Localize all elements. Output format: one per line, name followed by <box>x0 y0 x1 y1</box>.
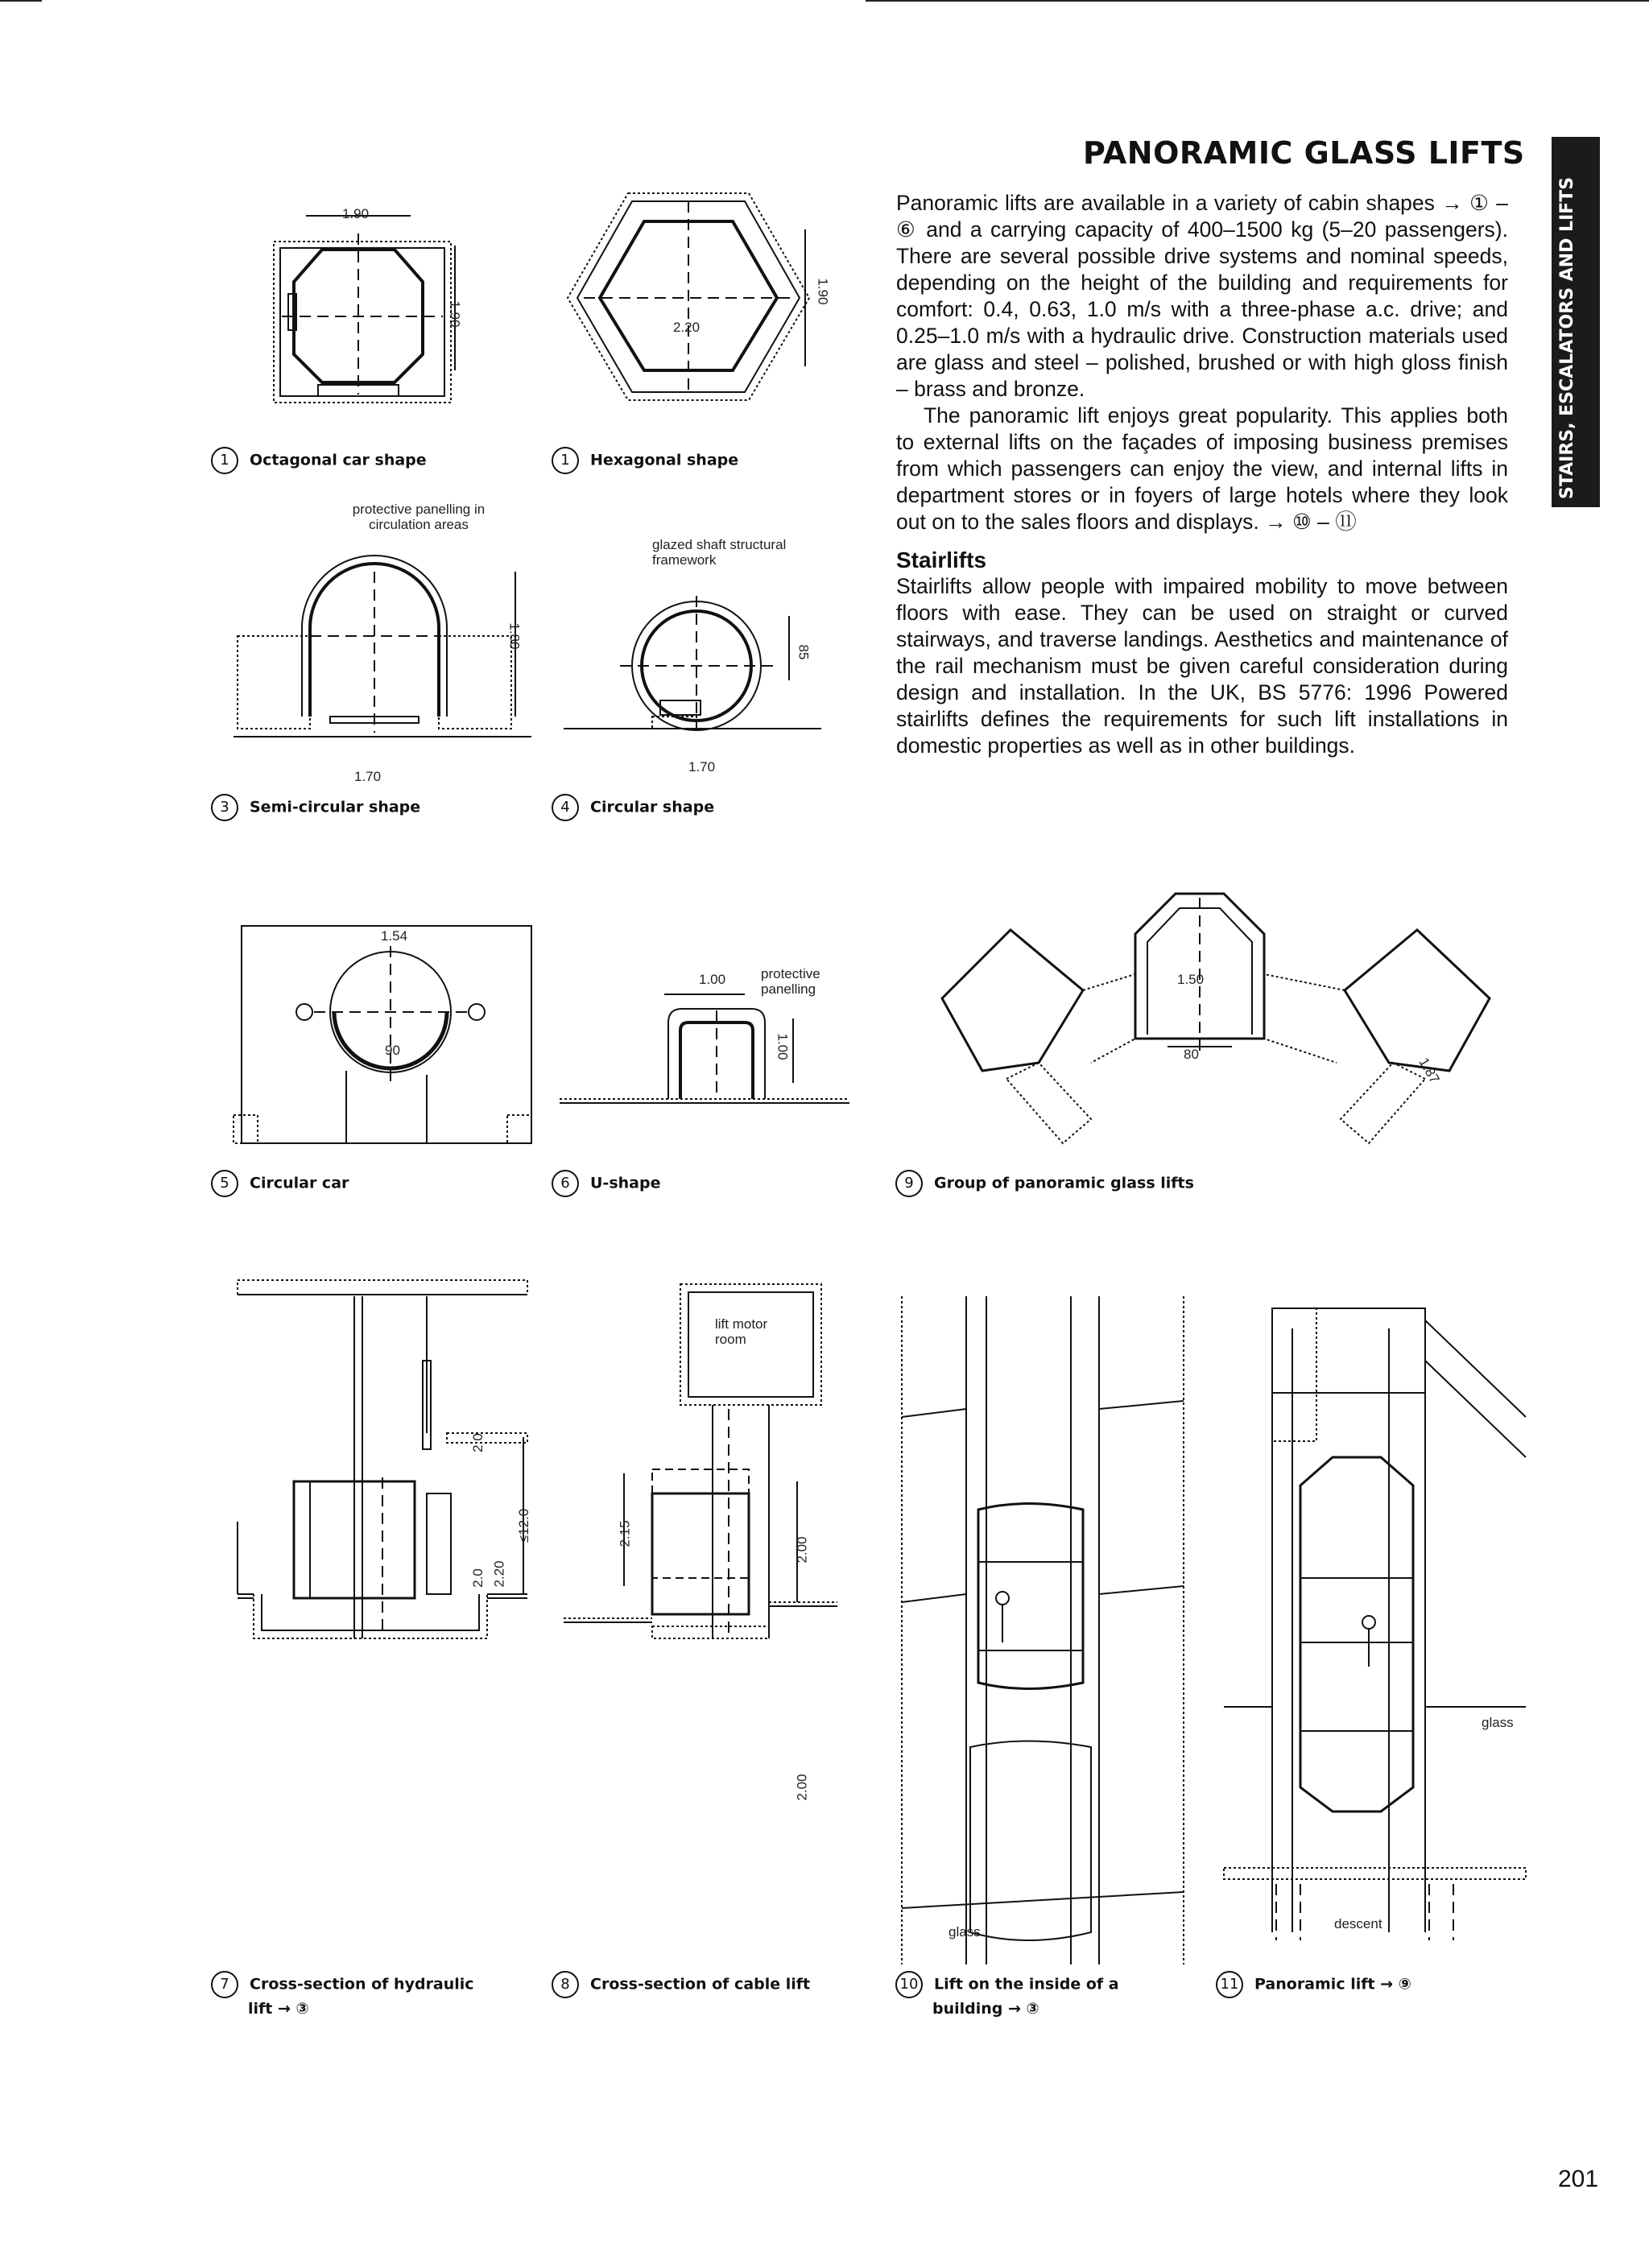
figure-u-shape <box>560 986 849 1111</box>
fig6-caption <box>552 1170 660 1197</box>
paragraph-3: Stairlifts allow people with impaired mobility to move between floors with ease. They can be used on straight or curved stairways, and traverse landings. Aesthetics and maintenance of the rail mechanism must be given careful consideration during design and installation. In the UK, BS 5776: 1996 Powered stairlifts defines the requirements for such lift installations in domestic properties as well as in other buildings. <box>896 574 1508 758</box>
figure-inside-building <box>898 1296 1188 1964</box>
paragraph-2: The panoramic lift enjoys great popularity. This applies both to external lifts on the façades of imposing business premises from which passengers can enjoy the view, and internal lifts in department stores or in foyers of large hotels where they look out on to the sales floors and displays. → ⑩ – ⑪ <box>896 403 1508 534</box>
fig1-dim-depth: 1.90 <box>447 300 463 328</box>
page-number: 201 <box>1558 2166 1599 2192</box>
fig8-number: 8 <box>552 1971 579 1998</box>
fig11-label-glass: glass <box>1482 1715 1514 1730</box>
fig6-number: 6 <box>552 1170 579 1197</box>
fig2-number: 1 <box>552 447 579 474</box>
fig9-caption-text: Group of panoramic glass lifts <box>934 1174 1194 1192</box>
fig3-caption <box>211 794 420 821</box>
figure-panoramic-lift <box>1224 1304 1526 1940</box>
fig4-caption <box>552 794 714 821</box>
fig9-dim-door: 80 <box>1184 1047 1199 1062</box>
fig7-dim-travel: ≤12.0 <box>516 1508 532 1543</box>
figure-group-lifts <box>934 878 1498 1167</box>
fig2-dim-height: 1.90 <box>815 278 831 305</box>
fig8-dim-upper: 2.00 <box>794 1536 810 1564</box>
fig4-label: glazed shaft structural framework <box>652 537 787 568</box>
fig3-caption-text: Semi-circular shape <box>250 798 421 816</box>
fig9-caption <box>895 1170 1194 1197</box>
fig7-caption <box>211 1971 474 2019</box>
section-tab: STAIRS, ESCALATORS AND LIFTS <box>1552 137 1600 507</box>
fig11-number: 11 <box>1216 1971 1243 1998</box>
fig8-caption-text: Cross-section of cable lift <box>590 1975 811 1993</box>
fig6-dim-width: 1.00 <box>699 972 726 987</box>
fig2-caption <box>552 447 738 474</box>
fig7-dim-car: 2.20 <box>491 1560 507 1588</box>
fig4-caption-text: Circular shape <box>590 798 715 816</box>
fig8-caption <box>552 1971 810 1998</box>
body-text <box>896 190 1508 759</box>
paragraph-1: Panoramic lifts are available in a variety of cabin shapes → ① – ⑥ and a carrying capacity of 400–1500 kg (5–20 passengers). There are several possible drive systems and nominal speeds, depending on the height of the building and requirements for comfort: 0.4, 0.63, 1.0 m/s with a three-phase a.c. drive; and 0.25–1.0 m/s with a hydraulic drive. Construction materials used are glass and steel – polished, brushed or with high gloss finish – brass and bronze. <box>896 191 1508 401</box>
fig9-dim-side: 1.87 <box>1415 1055 1443 1086</box>
figure-semi-circular <box>234 556 531 741</box>
fig10-caption <box>895 1971 1119 2019</box>
subhead-stairlifts: Stairlifts <box>896 547 987 572</box>
fig11-caption <box>1216 1971 1411 1998</box>
fig5-caption-text: Circular car <box>250 1174 349 1192</box>
fig4-number: 4 <box>552 794 579 821</box>
page-title: PANORAMIC GLASS LIFTS <box>1083 135 1525 171</box>
fig2-caption-text: Hexagonal shape <box>590 451 739 469</box>
figure-hexagonal <box>568 189 833 407</box>
fig4-dim-width: 1.70 <box>688 759 716 775</box>
fig3-label: protective panelling in circulation areas <box>352 502 486 532</box>
top-rule-left <box>0 0 42 2</box>
figure-hydraulic-section-body <box>234 1276 531 1638</box>
fig10-number: 10 <box>895 1971 923 1998</box>
fig7-caption-text: Cross-section of hydraulic <box>250 1975 474 1993</box>
fig2-dim-width: 2.20 <box>673 320 701 335</box>
fig6-dim-depth: 1.00 <box>775 1033 791 1060</box>
fig10-caption-line2: building → ③ <box>932 2000 1039 2018</box>
fig7-number: 7 <box>211 1971 238 1998</box>
fig1-caption-text: Octagonal car shape <box>250 451 427 469</box>
fig9-number: 9 <box>895 1170 923 1197</box>
fig8-label: lift motor room <box>715 1316 768 1347</box>
fig6-caption-text: U-shape <box>590 1174 661 1192</box>
fig9-dim-width: 1.50 <box>1177 972 1205 987</box>
top-rule-right <box>866 0 1649 2</box>
fig7-caption-line2: lift → ③ <box>248 2000 309 2018</box>
fig7-dim-lower: 2.0 <box>469 1568 486 1588</box>
fig5-caption <box>211 1170 349 1197</box>
fig5-dim-inner: 90 <box>385 1043 400 1058</box>
fig11-caption-text: Panoramic lift → ⑨ <box>1254 1975 1411 1993</box>
figure-circular-car <box>234 922 539 1151</box>
fig10-label: glass <box>948 1924 981 1940</box>
fig11-label-descent: descent <box>1334 1916 1382 1931</box>
fig1-caption <box>211 447 427 474</box>
fig4-dim-depth: 85 <box>796 644 812 660</box>
figure-circular <box>564 592 821 741</box>
fig3-number: 3 <box>211 794 238 821</box>
fig5-dim-width: 1.54 <box>381 928 408 944</box>
fig7-dim-upper: 2.0 <box>469 1433 486 1452</box>
fig8-dim-lower: 2.00 <box>794 1774 810 1801</box>
fig10-caption-text: Lift on the inside of a <box>934 1975 1119 1993</box>
fig3-dim-height: 1.80 <box>506 622 523 650</box>
fig6-label: protective panelling <box>761 966 820 997</box>
figure-cable-section <box>564 1280 837 1638</box>
fig5-number: 5 <box>211 1170 238 1197</box>
fig8-dim-motor: 2.15 <box>617 1520 633 1547</box>
fig1-dim-width: 1.90 <box>342 206 370 221</box>
fig3-dim-width: 1.70 <box>354 769 382 784</box>
fig1-number: 1 <box>211 447 238 474</box>
